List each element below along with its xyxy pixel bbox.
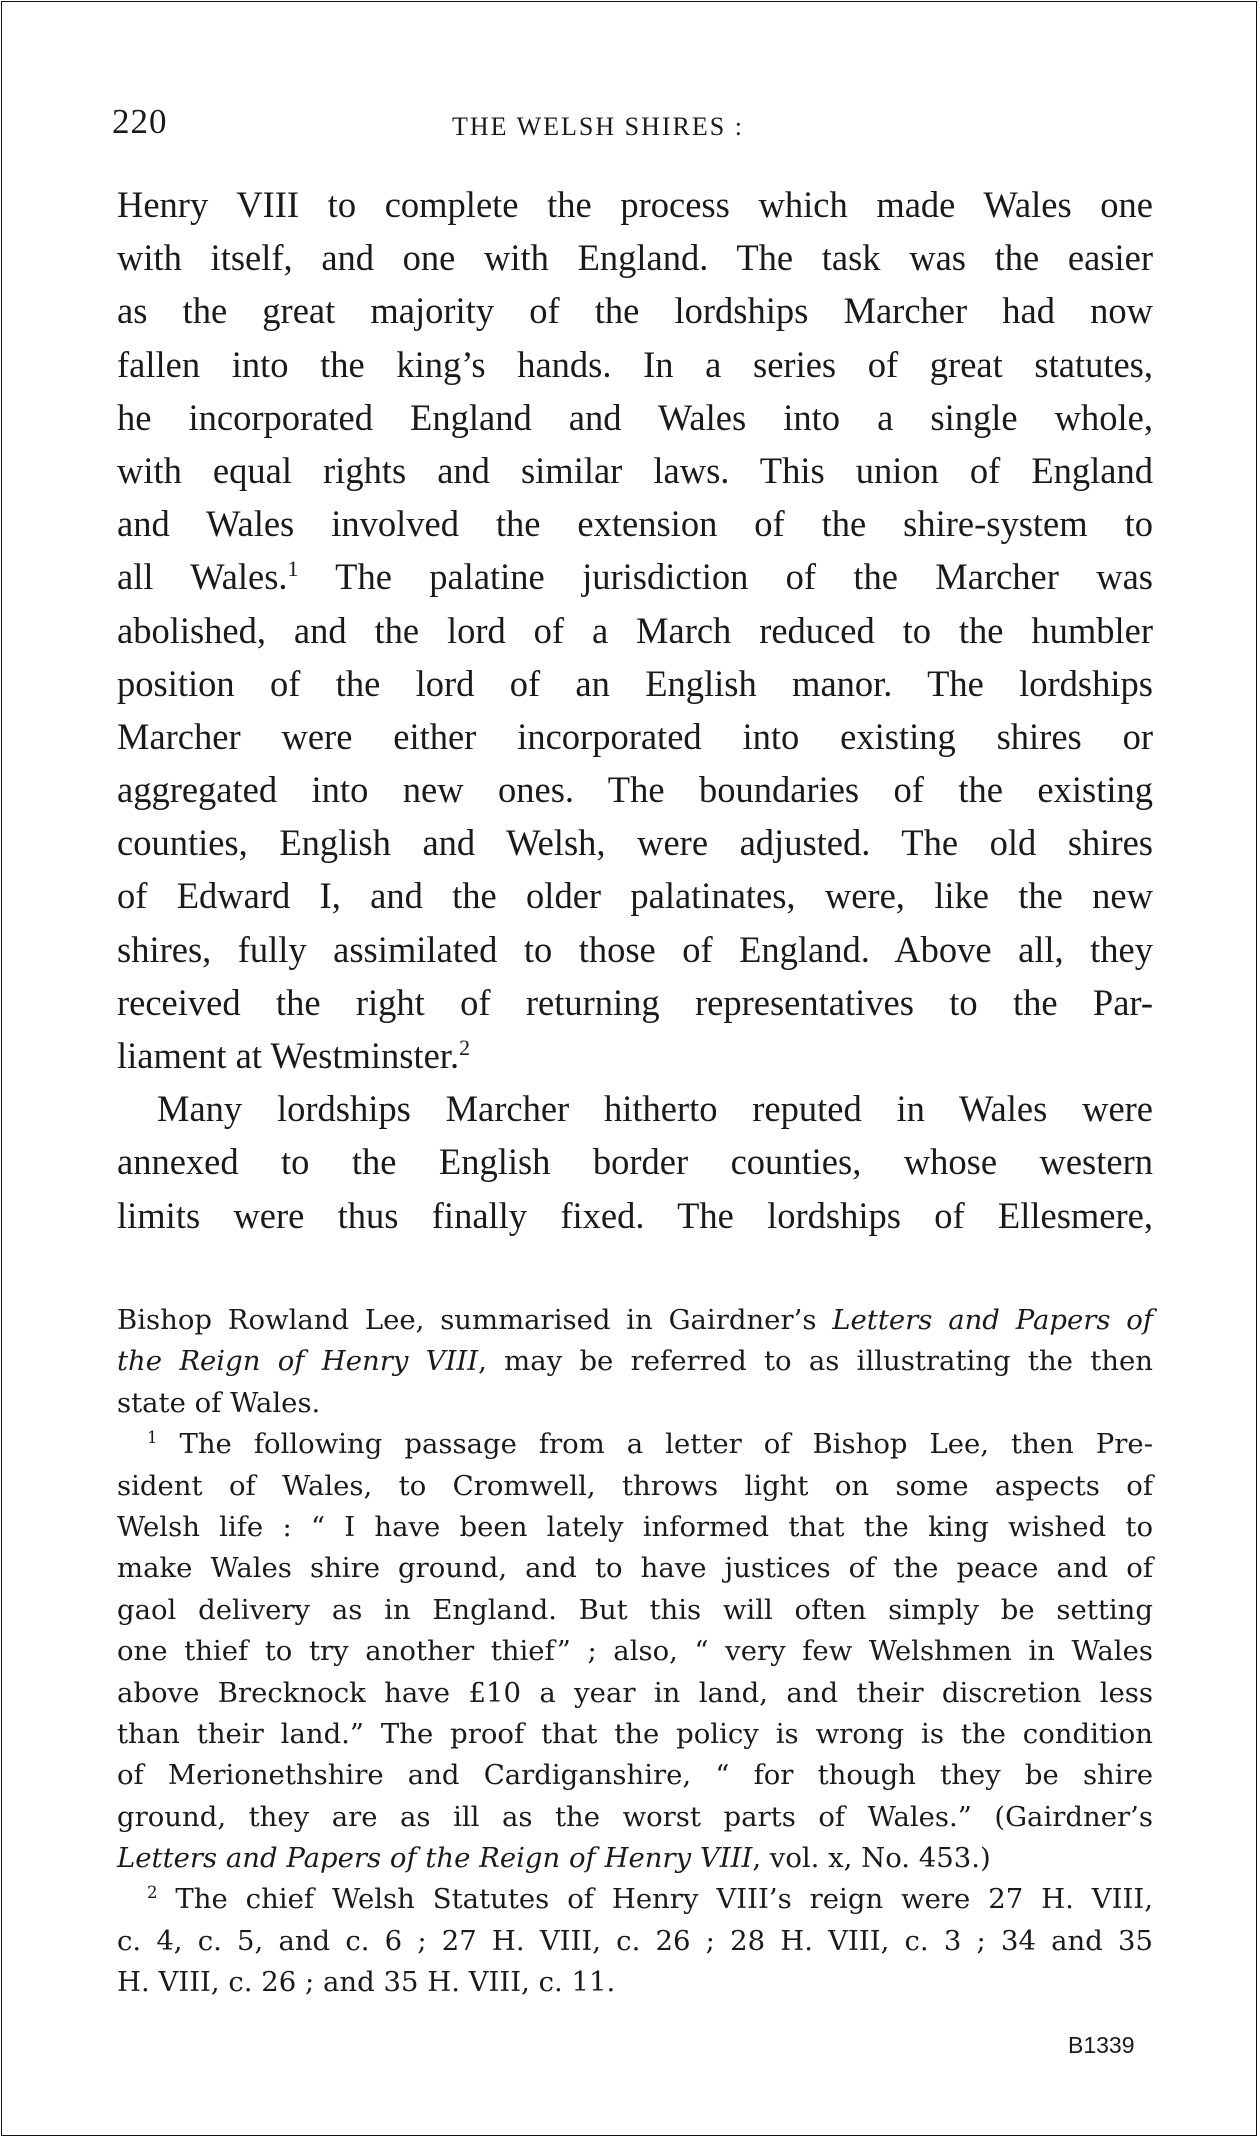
text-line — [117, 550, 1153, 603]
text-line: fallen into the king’s hands. In a series of great statutes, — [117, 343, 1153, 385]
footnote-1-line: one thief to try another thief” ; also, “ very few Welshmen in Wales — [117, 1635, 1153, 1668]
italic-title: the Reign of Henry VIII — [117, 1345, 479, 1378]
text-line: Many lordships Marcher hitherto reputed in Wales were — [157, 1088, 1153, 1130]
main-text — [117, 178, 1153, 1242]
text-line: with equal rights and similar laws. This union of England — [117, 449, 1153, 491]
italic-title: Letters and Papers of — [832, 1304, 1154, 1336]
footnote-1-line: ground, they are as ill as the worst parts of Wales.” (Gairdner’s — [117, 1800, 1153, 1833]
text-line: Henry VIII to complete the process which made Wales one — [117, 184, 1153, 225]
text-segment: The following passage from a letter of Bishop Lee, then Pre- — [157, 1428, 1153, 1461]
text-line: of Edward I, and the older palatinates, were, like the new — [117, 875, 1153, 917]
text-line: received the right of returning representatives to the Par- — [117, 981, 1153, 1023]
footnote-ref-1: 1 — [287, 556, 299, 582]
footnote-marker-2: 2 — [147, 1883, 158, 1903]
footnote-1-line: sident of Wales, to Cromwell, throws light on some aspects of — [117, 1469, 1153, 1502]
footnote-1-line: make Wales shire ground, and to have justices of the peace and of — [117, 1552, 1153, 1585]
footnote-line — [117, 1341, 1153, 1382]
footnote-2-line — [117, 1879, 1153, 1920]
text-line: he incorporated England and Wales into a single whole, — [117, 396, 1153, 438]
footnote-2-line: c. 4, c. 5, and c. 6 ; 27 H. VIII, c. 26 ; 28 H. VIII, c. 3 ; 34 and 35 — [117, 1924, 1153, 1957]
footnote-2-line: H. VIII, c. 26 ; and 35 H. VIII, c. 11. — [117, 1966, 616, 1999]
text-segment: , may be referred to as illustrating the then — [478, 1345, 1153, 1378]
text-line: with itself, and one with England. The task was the easier — [117, 237, 1153, 279]
footnotes — [117, 1300, 1153, 2004]
text-line: as the great majority of the lordships Marcher had now — [117, 290, 1153, 332]
catalog-id: B1339 — [1068, 2032, 1135, 2058]
footnote-1-line — [117, 1424, 1153, 1465]
page-header — [112, 102, 1152, 146]
text-segment: The palatine jurisdiction of the Marcher was — [298, 556, 1153, 598]
text-segment: The chief Welsh Statutes of Henry VIII’s reign were 27 H. VIII, — [157, 1883, 1153, 1916]
text-segment: , vol. x, No. 453.) — [752, 1842, 991, 1875]
text-line: counties, English and Welsh, were adjusted. The old shires — [117, 822, 1153, 864]
text-line: limits were thus finally fixed. The lordships of Ellesmere, — [117, 1194, 1153, 1236]
footnote-1-line: gaol delivery as in England. But this will often simply be setting — [117, 1593, 1153, 1626]
text-line: shires, fully assimilated to those of England. Above all, they — [117, 928, 1153, 970]
running-title: THE WELSH SHIRES : — [452, 112, 744, 141]
footnote-1-line: above Brecknock have £10 a year in land, and their discretion less — [117, 1676, 1153, 1709]
footnote-1-line: than their land.” The proof that the policy is wrong is the condition — [117, 1717, 1153, 1750]
footnote-1-line: of Merionethshire and Cardiganshire, “ for though they be shire — [117, 1759, 1153, 1792]
text-line — [117, 1029, 1153, 1082]
footnote-ref-2: 2 — [459, 1034, 471, 1060]
text-segment: Bishop Rowland Lee, summarised in Gairdner’s — [117, 1304, 833, 1336]
footnote-line: state of Wales. — [117, 1386, 321, 1419]
footnote-1-line — [117, 1838, 1153, 1879]
text-line: Marcher were either incorporated into existing shires or — [117, 715, 1153, 757]
page-number: 220 — [112, 102, 168, 141]
text-segment: liament at Westminster. — [117, 1035, 460, 1076]
footnote-line — [117, 1300, 1153, 1341]
footnote-1-line: Welsh life : “ I have been lately informed that the king wished to — [117, 1510, 1153, 1543]
text-line: aggregated into new ones. The boundaries of the existing — [117, 769, 1153, 811]
text-line: abolished, and the lord of a March reduced to the humbler — [117, 609, 1153, 651]
text-line: annexed to the English border counties, whose western — [117, 1141, 1153, 1183]
text-line: position of the lord of an English manor. The lordships — [117, 662, 1153, 704]
text-line: and Wales involved the extension of the shire-system to — [117, 503, 1153, 545]
text-segment: all Wales. — [117, 556, 288, 598]
footnote-marker-1: 1 — [147, 1428, 158, 1448]
italic-title: Letters and Papers of the Reign of Henry VIII — [117, 1842, 753, 1875]
